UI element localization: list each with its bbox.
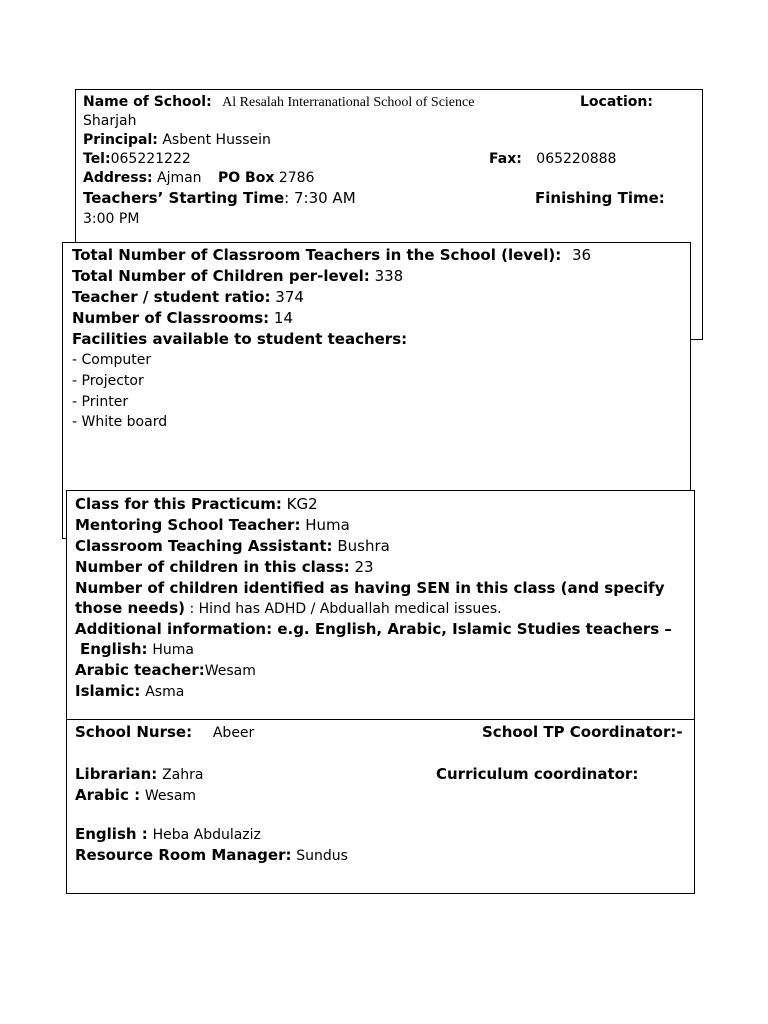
assistant-label: Classroom Teaching Assistant:	[75, 537, 333, 555]
children-row	[72, 269, 403, 284]
librarian-value: Zahra	[162, 767, 204, 783]
resource-room-label: Resource Room Manager:	[75, 846, 292, 864]
arabic-teacher-value: Wesam	[204, 663, 256, 679]
mentor-row	[75, 518, 350, 533]
school-name-label: Name of School:	[83, 94, 212, 110]
class-row	[75, 497, 318, 512]
staff-box	[66, 719, 695, 894]
finish-time-value: 3:00 PM	[83, 211, 140, 227]
additional-info-label: Additional information: e.g. English, Arabic, Islamic Studies teachers –	[75, 620, 672, 638]
assistant-value: Bushra	[337, 537, 390, 555]
sen-value: : Hind has ADHD / Abduallah medical issues.	[185, 601, 502, 617]
class-children-value: 23	[354, 558, 374, 576]
facility-item: - Printer	[72, 394, 129, 410]
arabic-coordinator-value: Wesam	[144, 788, 197, 804]
arabic-teacher-row	[75, 663, 256, 678]
location-value: Sharjah	[83, 113, 137, 129]
resource-room-row	[75, 848, 348, 863]
teachers-value: 36	[572, 246, 592, 264]
class-label: Class for this Practicum:	[75, 495, 282, 513]
islamic-teacher-value: Asma	[145, 684, 185, 700]
start-time-value: : 7:30 AM	[284, 189, 356, 207]
sen-label-line2: those needs)	[75, 599, 186, 617]
school-name-value: Al Resalah Interranational School of Science	[222, 95, 475, 110]
fax-value: 065220888	[536, 151, 617, 167]
tp-coordinator-label: School TP Coordinator:-	[482, 723, 683, 741]
arabic-coordinator-row	[75, 788, 196, 803]
nurse-label: School Nurse:	[75, 723, 193, 741]
arabic-teacher-label: Arabic teacher:	[75, 661, 205, 679]
resource-room-value: Sundus	[296, 848, 348, 864]
fax-row	[489, 152, 616, 166]
principal-value: Asbent Hussein	[162, 132, 271, 148]
ratio-label: Teacher / student ratio:	[72, 288, 271, 306]
english-coordinator-label: English :	[75, 825, 148, 843]
ratio-row	[72, 290, 304, 305]
english-coordinator-value: Heba Abdulaziz	[152, 827, 261, 843]
facilities-label: Facilities available to student teachers:	[72, 330, 408, 348]
arabic-coordinator-label: Arabic :	[75, 786, 141, 804]
classrooms-row	[72, 311, 293, 326]
librarian-label: Librarian:	[75, 765, 158, 783]
islamic-teacher-label: Islamic:	[75, 682, 141, 700]
principal-label: Principal:	[83, 132, 158, 148]
pobox-label: PO Box	[218, 170, 275, 186]
address-value: Ajman	[157, 170, 202, 186]
classrooms-label: Number of Classrooms:	[72, 309, 270, 327]
class-children-row	[75, 560, 374, 575]
finish-time-label: Finishing Time:	[535, 189, 665, 207]
tel-label: Tel:	[83, 151, 111, 167]
nurse-row	[75, 725, 254, 740]
ratio-value: 374	[275, 288, 304, 306]
teachers-row	[72, 248, 591, 263]
nurse-value: Abeer	[212, 725, 255, 741]
facility-item: - Computer	[72, 352, 152, 368]
start-time-row	[83, 191, 356, 206]
location-label: Location:	[580, 94, 653, 110]
classrooms-value: 14	[273, 309, 294, 327]
tel-value: 065221222	[110, 151, 191, 167]
children-value: 338	[374, 267, 404, 285]
school-name-row	[83, 95, 474, 110]
children-label: Total Number of Children per-level:	[72, 267, 370, 285]
islamic-teacher-row	[75, 684, 184, 699]
class-value: KG2	[286, 495, 318, 513]
sen-row	[75, 601, 502, 616]
pobox-value: 2786	[278, 170, 315, 186]
mentor-value: Huma	[305, 516, 350, 534]
facility-item: - White board	[72, 414, 168, 430]
teachers-label: Total Number of Classroom Teachers in the School (level):	[72, 246, 562, 264]
english-teacher-row	[80, 642, 194, 657]
mentor-label: Mentoring School Teacher:	[75, 516, 301, 534]
principal-row	[83, 133, 271, 147]
sen-label-line1: Number of children identified as having SEN in this class (and specify	[75, 579, 665, 597]
assistant-row	[75, 539, 390, 554]
tel-row	[83, 152, 191, 166]
fax-label: Fax:	[489, 151, 522, 167]
start-time-label: Teachers’ Starting Time	[83, 189, 285, 207]
address-label: Address:	[83, 170, 153, 186]
curriculum-coordinator-label: Curriculum coordinator:	[436, 765, 639, 783]
english-teacher-value: Huma	[152, 642, 194, 658]
librarian-row	[75, 767, 203, 782]
class-children-label: Number of children in this class:	[75, 558, 350, 576]
english-teacher-label: English:	[80, 640, 148, 658]
english-coordinator-row	[75, 827, 261, 842]
facility-item: - Projector	[72, 373, 144, 389]
address-row	[83, 171, 314, 185]
